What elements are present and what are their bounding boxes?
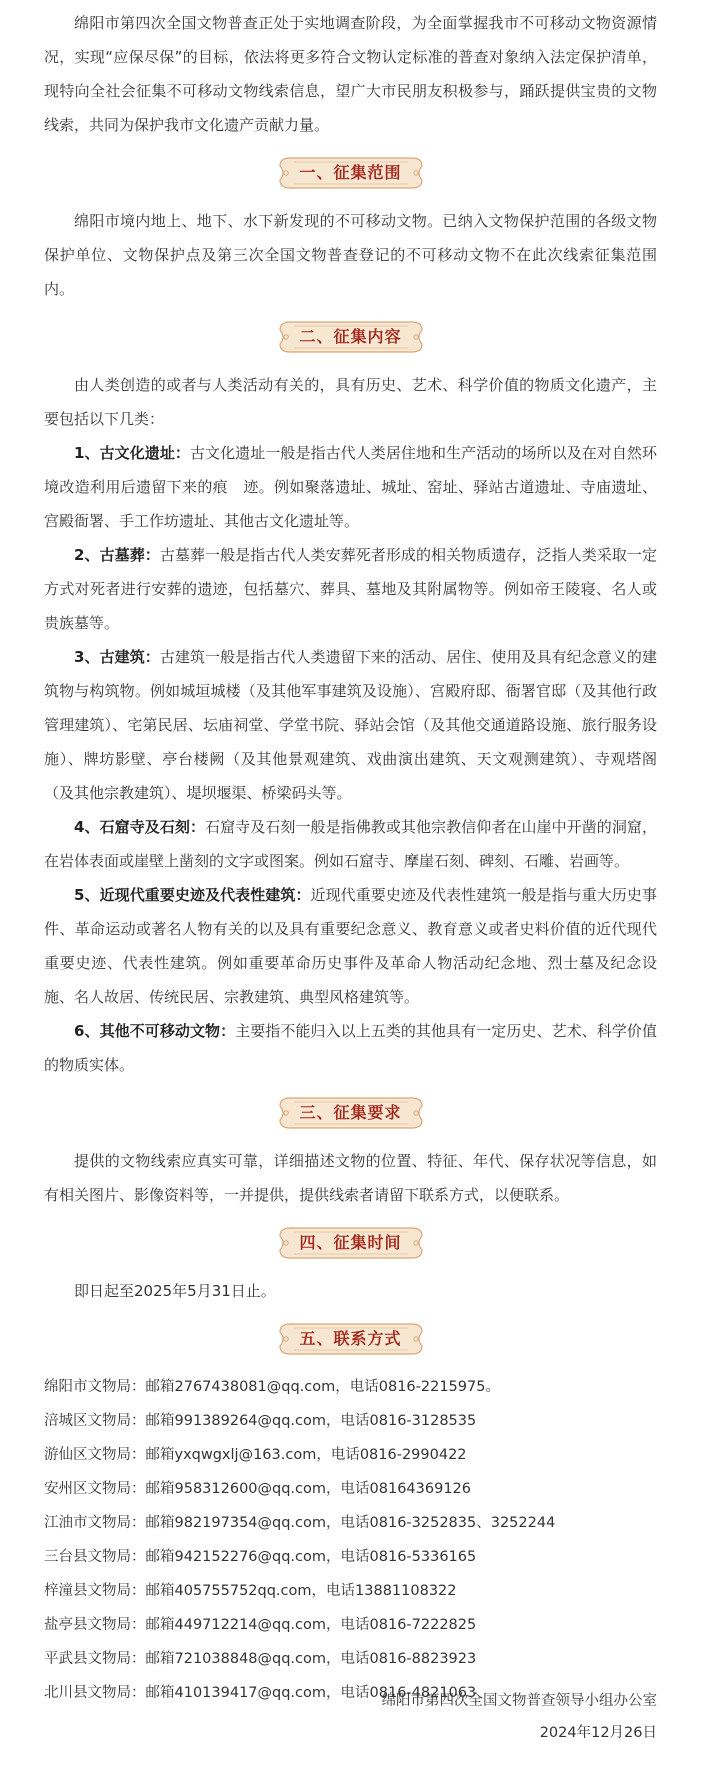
issue-date: 2024年12月26日 bbox=[539, 1725, 657, 1741]
scope-paragraph: 绵阳市境内地上、地下、水下新发现的不可移动文物。已纳入文物保护范围的各级文物保护单位、文物保护点及第三次全国文物普查登记的不可移动文物不在此次线索征集范围内。 bbox=[44, 212, 657, 298]
section-banner bbox=[276, 1322, 426, 1356]
contact-line: 梓潼县文物局：邮箱405755752qq.com，电话13881108322 bbox=[44, 1583, 457, 1599]
section-banner bbox=[276, 1226, 426, 1260]
intro-paragraph: 绵阳市第四次全国文物普查正处于实地调查阶段，为全面掌握我市不可移动文物资源情况，实现“应保尽保”的目标，依法将更多符合文物认定标准的普查对象纳入法定保护清单，现特向全社会征集不可移动文物线索信息，望广大市民朋友积极参与，踊跃提供宝贵的文物线索，共同为保护我市文化遗产贡献力量。 bbox=[44, 14, 657, 134]
section-banner bbox=[276, 320, 426, 354]
item-desc: 主要指不能归入以上五类的其他具有一定历史、艺术、科学价值的物质实体。 bbox=[44, 1022, 657, 1074]
section-header-requirements bbox=[0, 1096, 701, 1130]
contact-line: 绵阳市文物局：邮箱2767438081@qq.com，电话0816-2215975。 bbox=[44, 1379, 500, 1395]
content-item-1 bbox=[0, 436, 701, 538]
section-title: 三、征集要求 bbox=[299, 1103, 402, 1122]
content-item-4 bbox=[0, 810, 701, 878]
contact-line: 涪城区文物局：邮箱991389264@qq.com，电话0816-3128535 bbox=[44, 1413, 477, 1429]
item-desc: 石窟寺及石刻一般是指佛教或其他宗教信仰者在山崖中开凿的洞窟，在岩体表面或崖壁上凿刻的文字或图案。例如石窟寺、摩崖石刻、碑刻、石雕、岩画等。 bbox=[44, 818, 657, 870]
item-desc: 古墓葬一般是指古代人类安葬死者形成的相关物质遗存，泛指人类采取一定方式对死者进行安葬的遗迹，包括墓穴、葬具、墓地及其附属物等。例如帝王陵寝、名人或贵族墓等。 bbox=[44, 546, 657, 632]
time-paragraph: 即日起至2025年5月31日止。 bbox=[74, 1282, 276, 1300]
item-desc: 古建筑一般是指古代人类遗留下来的活动、居住、使用及具有纪念意义的建筑物与构筑物。例如城垣城楼（及其他军事建筑及设施）、宫殿府邸、衙署官邸（及其他行政管理建筑）、宅第民居、坛庙祠堂、学堂书院、驿站会馆（及其他交通道路设施、旅行服务设施）、牌坊影壁、亭台楼阙（及其他景观建筑、戏曲演出建筑、天文观测建筑）、寺观塔阁（及其他宗教建筑）、堤坝堰渠、桥梁码头等。 bbox=[44, 648, 657, 802]
signature-block bbox=[382, 1685, 658, 1749]
content-item-5 bbox=[0, 878, 701, 1014]
section-header-time bbox=[0, 1226, 701, 1260]
item-desc: 近现代重要史迹及代表性建筑一般是指与重大历史事件、革命运动或著名人物有关的以及具有重要纪念意义、教育意义或者史料价值的近代现代重要史迹、代表性建筑。例如重要革命历史事件及革命人物活动纪念地、烈士墓及纪念设施、名人故居、传统民居、宗教建筑、典型风格建筑等。 bbox=[44, 886, 657, 1006]
item-term: 3、古建筑： bbox=[74, 648, 160, 666]
requirements-paragraph: 提供的文物线索应真实可靠，详细描述文物的位置、特征、年代、保存状况等信息，如有相关图片、影像资料等，一并提供，提供线索者请留下联系方式，以便联系。 bbox=[44, 1152, 657, 1204]
section-banner bbox=[276, 156, 426, 190]
item-term: 2、古墓葬： bbox=[74, 546, 160, 564]
contact-line: 江油市文物局：邮箱982197354@qq.com，电话0816-3252835、3252244 bbox=[44, 1515, 556, 1531]
section-header-content bbox=[0, 320, 701, 354]
item-term: 5、近现代重要史迹及代表性建筑： bbox=[74, 886, 311, 904]
contact-line: 盐亭县文物局：邮箱449712214@qq.com，电话0816-7222825 bbox=[44, 1617, 477, 1633]
content-intro-paragraph: 由人类创造的或者与人类活动有关的，具有历史、艺术、科学价值的物质文化遗产，主要包括以下几类： bbox=[44, 376, 657, 428]
section-header-scope bbox=[0, 156, 701, 190]
content-item-3 bbox=[0, 640, 701, 810]
item-term: 4、石窟寺及石刻： bbox=[74, 818, 206, 836]
section-banner bbox=[276, 1096, 426, 1130]
section-title: 一、征集范围 bbox=[299, 163, 402, 182]
contact-line: 三台县文物局：邮箱942152276@qq.com，电话0816-5336165 bbox=[44, 1549, 477, 1565]
item-desc: 古文化遗址一般是指古代人类居住地和生产活动的场所以及在对自然环境改造利用后遗留下来的痕 迹。例如聚落遗址、城址、窑址、驿站古道遗址、寺庙遗址、宫殿衙署、手工作坊遗址、其他古文化遗址等。 bbox=[44, 444, 657, 530]
contact-line: 北川县文物局：邮箱410139417@qq.com，电话0816-4821063 bbox=[44, 1685, 477, 1701]
section-header-contact bbox=[0, 1322, 701, 1356]
issuing-office: 绵阳市第四次全国文物普查领导小组办公室 bbox=[381, 1693, 657, 1709]
section-title: 四、征集时间 bbox=[299, 1233, 402, 1252]
section-title: 二、征集内容 bbox=[299, 327, 402, 346]
item-term: 6、其他不可移动文物： bbox=[74, 1022, 236, 1040]
content-item-2 bbox=[0, 538, 701, 640]
item-term: 1、古文化遗址： bbox=[74, 444, 190, 462]
content-item-6 bbox=[0, 1014, 701, 1082]
contact-line: 游仙区文物局：邮箱yxqwgxlj@163.com，电话0816-2990422 bbox=[44, 1447, 467, 1463]
contact-list bbox=[0, 1370, 701, 1710]
contact-line: 平武县文物局：邮箱721038848@qq.com，电话0816-8823923 bbox=[44, 1651, 477, 1667]
contact-line: 安州区文物局：邮箱958312600@qq.com，电话08164369126 bbox=[44, 1481, 471, 1497]
section-title: 五、联系方式 bbox=[299, 1329, 402, 1348]
